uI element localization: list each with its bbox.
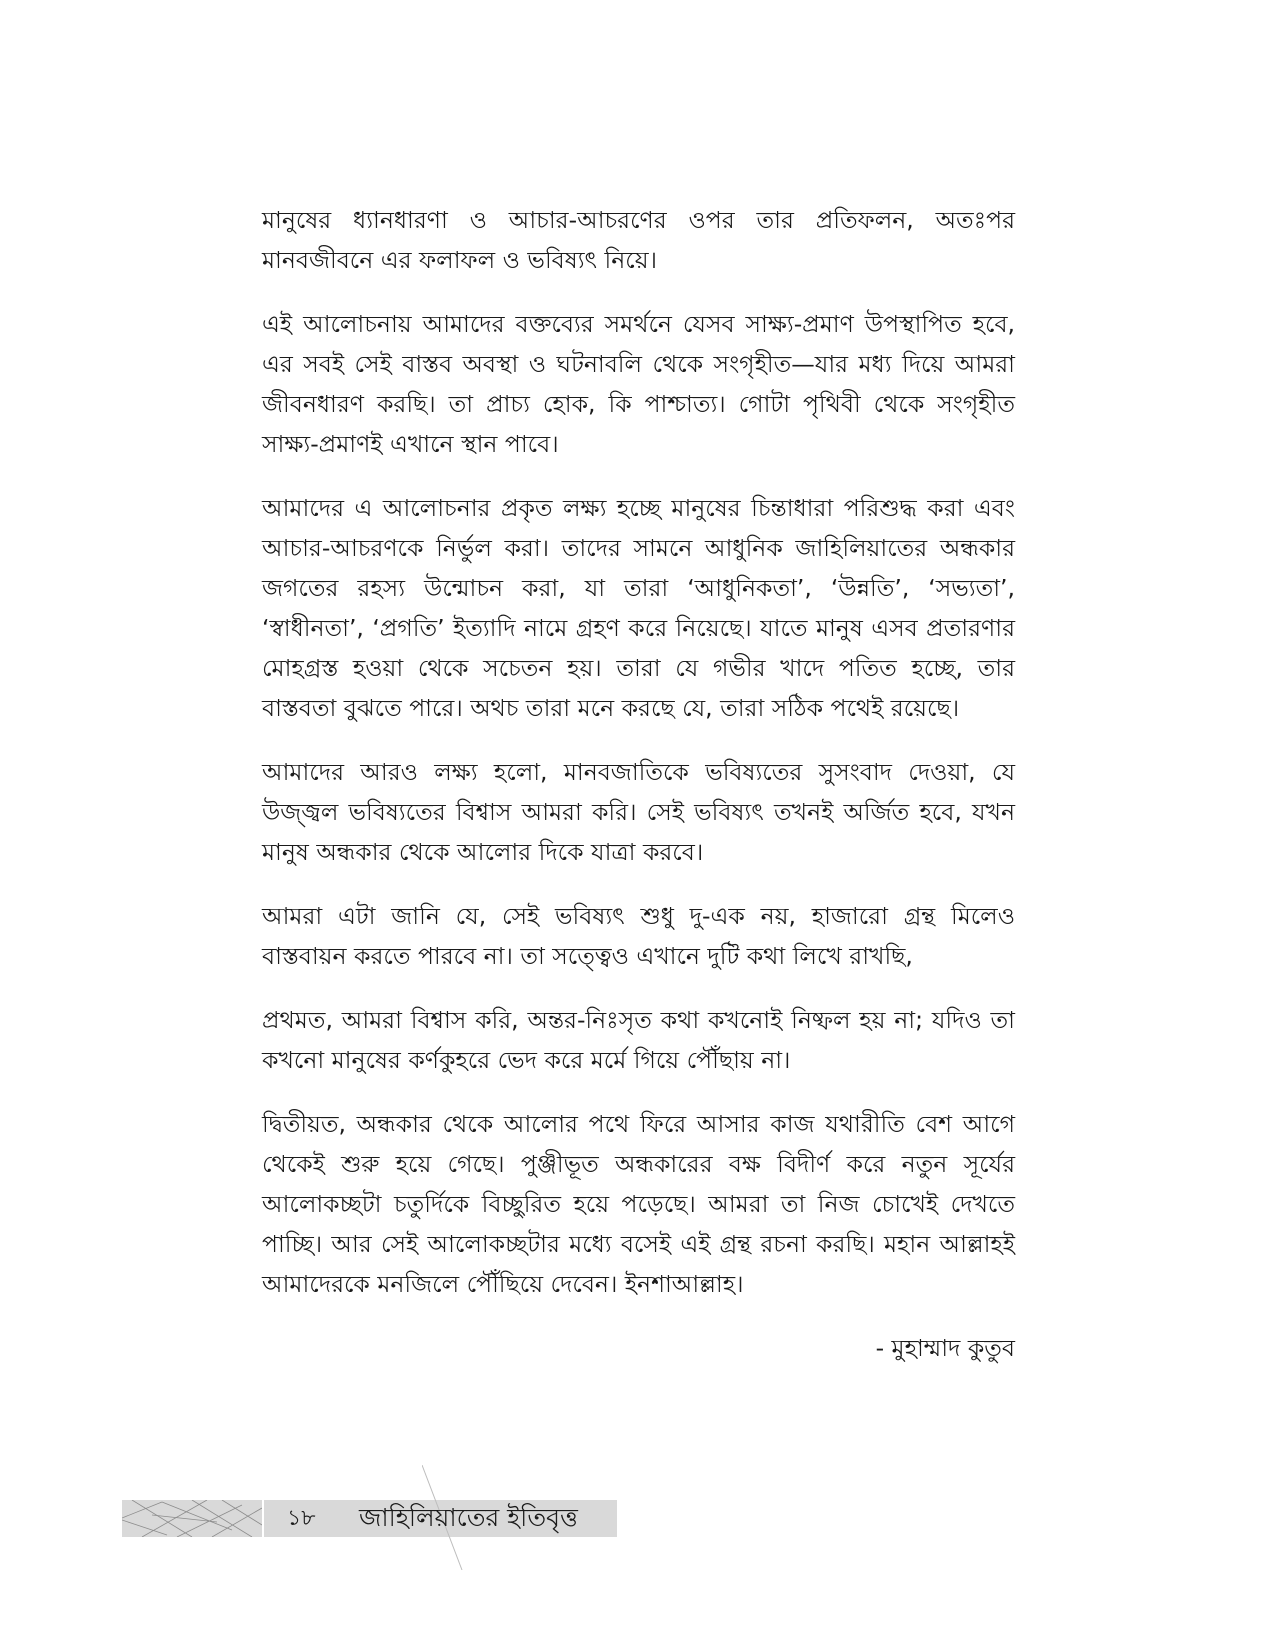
- footer-line-pattern: [122, 1500, 262, 1537]
- paragraph-5: আমরা এটা জানি যে, সেই ভবিষ্যৎ শুধু দু-এক নয়, হাজারো গ্রন্থ মিলেও বাস্তবায়ন করতে পারবে না। তা সত্ত্বেও এখানে দুটি কথা লিখে রাখছি,: [262, 902, 1015, 970]
- paragraph-1: মানুষের ধ্যানধারণা ও আচার-আচরণের ওপর তার প্রতিফলন, অতঃপর মানবজীবনে এর ফলাফল ও ভবিষ্যৎ নিয়ে।: [262, 206, 1015, 274]
- page-footer: [122, 1500, 617, 1537]
- page-number: ১৮: [287, 1506, 316, 1531]
- paragraph-2: এই আলোচনায় আমাদের বক্তব্যের সমর্থনে যেসব সাক্ষ্য-প্রমাণ উপস্থাপিত হবে, এর সবই সেই বাস্তব অবস্থা ও ঘটনাবলি থেকে সংগৃহীত—যার মধ্য দিয়ে আমরা জীবনধারণ করছি। তা প্রাচ্য হোক, কি পাশ্চাত্য। গোটা পৃথিবী থেকে সংগৃহীত সাক্ষ্য-প্রমাণই এখানে স্থান পাবে।: [262, 310, 1015, 458]
- footer-separator: [262, 1500, 264, 1537]
- paragraph-6: প্রথমত, আমরা বিশ্বাস করি, অন্তর-নিঃসৃত কথা কখনোই নিষ্ফল হয় না; যদিও তা কখনো মানুষের কর্ণকুহরে ভেদ করে মর্মে গিয়ে পৌঁছায় না।: [262, 1006, 1015, 1074]
- page-body: [262, 200, 1015, 1368]
- author-signature: - মুহাম্মাদ কুতুব: [875, 1334, 1015, 1362]
- book-title: জাহিলিয়াতের ইতিবৃত্ত: [359, 1503, 578, 1532]
- paragraph-4: আমাদের আরও লক্ষ্য হলো, মানবজাতিকে ভবিষ্যতের সুসংবাদ দেওয়া, যে উজ্জ্বল ভবিষ্যতের বিশ্বাস আমরা করি। সেই ভবিষ্যৎ তখনই অর্জিত হবে, যখন মানুষ অন্ধকার থেকে আলোর দিকে যাত্রা করবে।: [262, 758, 1015, 866]
- paragraph-3: আমাদের এ আলোচনার প্রকৃত লক্ষ্য হচ্ছে মানুষের চিন্তাধারা পরিশুদ্ধ করা এবং আচার-আচরণকে নির্ভুল করা। তাদের সামনে আধুনিক জাহিলিয়াতের অন্ধকার জগতের রহস্য উন্মোচন করা, যা তারা ‘আধুনিকতা’, ‘উন্নতি’, ‘সভ্যতা’, ‘স্বাধীনতা’, ‘প্রগতি’ ইত্যাদি নামে গ্রহণ করে নিয়েছে। যাতে মানুষ এসব প্রতারণার মোহগ্রস্ত হওয়া থেকে সচেতন হয়। তারা যে গভীর খাদে পতিত হচ্ছে, তার বাস্তবতা বুঝতে পারে। অথচ তারা মনে করছে যে, তারা সঠিক পথেই রয়েছে।: [262, 494, 1015, 722]
- paragraph-7: দ্বিতীয়ত, অন্ধকার থেকে আলোর পথে ফিরে আসার কাজ যথারীতি বেশ আগে থেকেই শুরু হয়ে গেছে। পুঞ্জীভূত অন্ধকারের বক্ষ বিদীর্ণ করে নতুন সূর্যের আলোকচ্ছটা চতুর্দিকে বিচ্ছুরিত হয়ে পড়েছে। আমরা তা নিজ চোখেই দেখতে পাচ্ছি। আর সেই আলোকচ্ছটার মধ্যে বসেই এই গ্রন্থ রচনা করছি। মহান আল্লাহই আমাদেরকে মনজিলে পৌঁছিয়ে দেবেন। ইনশাআল্লাহ।: [262, 1110, 1015, 1298]
